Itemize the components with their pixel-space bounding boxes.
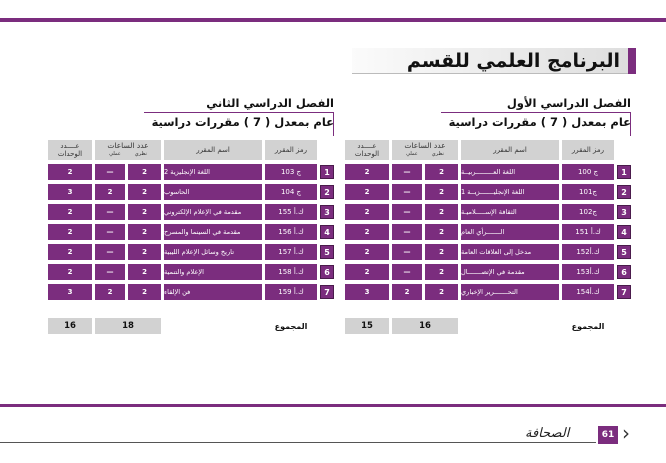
title-accent-bar (628, 48, 636, 74)
cell-units: 2 (48, 244, 92, 260)
cell-theory: 2 (128, 184, 161, 200)
table-row (345, 284, 631, 300)
header-code: رمز المقرر (265, 140, 317, 160)
cell-practical: — (95, 244, 125, 260)
bottom-divider (0, 404, 666, 407)
cell-units: 3 (48, 284, 92, 300)
cell-practical: — (392, 244, 422, 260)
row-number-badge: 4 (320, 225, 334, 239)
header-hours-label: عدد الساعات (107, 141, 149, 150)
cell-course-code: ج101 (562, 184, 614, 200)
cell-course-name: مدخل إلى العلاقات العامة (461, 244, 559, 260)
row-number-badge: 1 (320, 165, 334, 179)
cell-course-code: ج 104 (265, 184, 317, 200)
cell-course-name: مقدمة في الإعلام الإلكتروني (164, 204, 262, 220)
table-row (345, 264, 631, 280)
cell-practical: — (95, 224, 125, 240)
cell-course-name: اللغة العـــــــــربيــة (461, 164, 559, 180)
header-practical: عملي (109, 151, 121, 157)
cell-units: 3 (345, 284, 389, 300)
cell-units: 2 (345, 184, 389, 200)
cell-theory: 2 (425, 204, 458, 220)
semester-title: الفصل الدراسي الثاني (206, 96, 334, 110)
cell-practical: — (392, 264, 422, 280)
semester-1-section (345, 96, 631, 336)
table-row (345, 184, 631, 200)
table-row (48, 184, 334, 200)
cell-theory: 2 (128, 244, 161, 260)
row-number-badge: 6 (320, 265, 334, 279)
header-practical: عملي (406, 151, 418, 157)
cell-course-code: ك.أ 151 (562, 224, 614, 240)
cell-theory: 2 (128, 164, 161, 180)
cell-course-name: الثقافة الإســـــلاميـة (461, 204, 559, 220)
row-number-badge: 1 (617, 165, 631, 179)
cell-practical: 2 (95, 284, 125, 300)
cell-theory: 2 (425, 164, 458, 180)
header-theory: نظري (431, 151, 444, 157)
header-hours (95, 140, 161, 160)
table-row (345, 224, 631, 240)
header-code: رمز المقرر (562, 140, 614, 160)
cell-theory: 2 (128, 264, 161, 280)
table-row (48, 204, 334, 220)
cell-practical: — (392, 224, 422, 240)
table-row (345, 164, 631, 180)
cell-course-code: ك.أ153 (562, 264, 614, 280)
cell-course-name: التحـــــــرير الإخباري (461, 284, 559, 300)
semester-subtitle: عام بمعدل ( 7 ) مقررات دراسية (448, 115, 631, 129)
header-theory: نظري (134, 151, 147, 157)
total-label: المجموع (571, 321, 605, 331)
row-number-badge: 2 (617, 185, 631, 199)
cell-course-code: ك.أ 156 (265, 224, 317, 240)
cell-course-code: ك.أ 158 (265, 264, 317, 280)
table-row (48, 264, 334, 280)
row-number-badge: 5 (617, 245, 631, 259)
cell-units: 2 (48, 224, 92, 240)
cell-course-name: الحاسوب (164, 184, 262, 200)
top-divider (0, 18, 666, 22)
table-row (48, 244, 334, 260)
cell-course-code: ك.أ152 (562, 244, 614, 260)
cell-course-code: ك.أ154 (562, 284, 614, 300)
cell-practical: — (392, 164, 422, 180)
header-name: اسم المقرر (164, 140, 262, 160)
cell-theory: 2 (128, 224, 161, 240)
cell-theory: 2 (128, 204, 161, 220)
row-number-badge: 3 (617, 205, 631, 219)
row-number-badge: 7 (617, 285, 631, 299)
table-row (48, 224, 334, 240)
cell-course-code: ك.أ 157 (265, 244, 317, 260)
header-name: اسم المقرر (461, 140, 559, 160)
table-row (48, 284, 334, 300)
semester-underline (144, 112, 334, 113)
total-label: المجموع (274, 321, 308, 331)
cell-units: 2 (345, 204, 389, 220)
row-number-badge: 7 (320, 285, 334, 299)
cell-course-name: الـــــــرأي العام (461, 224, 559, 240)
cell-practical: — (95, 264, 125, 280)
cell-units: 2 (345, 264, 389, 280)
cell-theory: 2 (425, 244, 458, 260)
units-total: 15 (345, 318, 389, 334)
table-row (48, 164, 334, 180)
table-footer (345, 318, 631, 334)
cell-practical: 2 (95, 184, 125, 200)
page-title-box (352, 48, 628, 74)
units-total: 16 (48, 318, 92, 334)
hours-total: 18 (95, 318, 161, 334)
header-hours (392, 140, 458, 160)
cell-course-name: اللغة الإنجليـــــــزيــة 1 (461, 184, 559, 200)
cell-units: 2 (345, 244, 389, 260)
cell-theory: 2 (425, 264, 458, 280)
cell-theory: 2 (128, 284, 161, 300)
cell-practical: — (392, 204, 422, 220)
cell-course-name: تاريخ وسائل الإعلام الليبية (164, 244, 262, 260)
magazine-name: الصحافة (525, 426, 570, 441)
cell-practical: — (392, 184, 422, 200)
semester-subtitle: عام بمعدل ( 7 ) مقررات دراسية (151, 115, 334, 129)
semester-2-section (48, 96, 334, 336)
row-number-badge: 5 (320, 245, 334, 259)
cell-units: 2 (48, 164, 92, 180)
page-number: 61 (598, 426, 618, 444)
table-header (48, 140, 334, 160)
cell-course-name: مقدمة في الإتصـــــــال (461, 264, 559, 280)
header-units: عــــدد الوحدات (48, 140, 92, 160)
table-header (345, 140, 631, 160)
hours-total: 16 (392, 318, 458, 334)
cell-theory: 2 (425, 184, 458, 200)
header-hours-label: عدد الساعات (404, 141, 446, 150)
cell-practical: — (95, 204, 125, 220)
footer-rule (0, 442, 596, 443)
row-number-badge: 3 (320, 205, 334, 219)
cell-units: 2 (345, 224, 389, 240)
cell-course-code: ك.أ 155 (265, 204, 317, 220)
cell-course-name: اللغة الإنجليزية 2 (164, 164, 262, 180)
cell-course-name: فن الإلقاء (164, 284, 262, 300)
cell-theory: 2 (425, 284, 458, 300)
table-row (345, 244, 631, 260)
semester-title: الفصل الدراسي الأول (506, 96, 631, 110)
cell-units: 2 (345, 164, 389, 180)
cell-practical: 2 (392, 284, 422, 300)
table-footer (48, 318, 334, 334)
cell-units: 2 (48, 264, 92, 280)
semester-underline (441, 112, 631, 113)
page-title: البرنامج العلمي للقسم (406, 49, 620, 72)
cell-theory: 2 (425, 224, 458, 240)
row-number-badge: 6 (617, 265, 631, 279)
table-row (345, 204, 631, 220)
cell-course-code: ج 100 (562, 164, 614, 180)
cell-course-code: ج102 (562, 204, 614, 220)
cell-course-name: الإعلام والتنمية (164, 264, 262, 280)
header-units: عــــدد الوحدات (345, 140, 389, 160)
chevron-right-icon[interactable]: › (622, 421, 630, 445)
cell-practical: — (95, 164, 125, 180)
cell-units: 3 (48, 184, 92, 200)
cell-course-code: ك.أ 159 (265, 284, 317, 300)
cell-course-code: ج 103 (265, 164, 317, 180)
row-number-badge: 4 (617, 225, 631, 239)
cell-course-name: مقدمة في السينما والمسرح (164, 224, 262, 240)
cell-units: 2 (48, 204, 92, 220)
row-number-badge: 2 (320, 185, 334, 199)
